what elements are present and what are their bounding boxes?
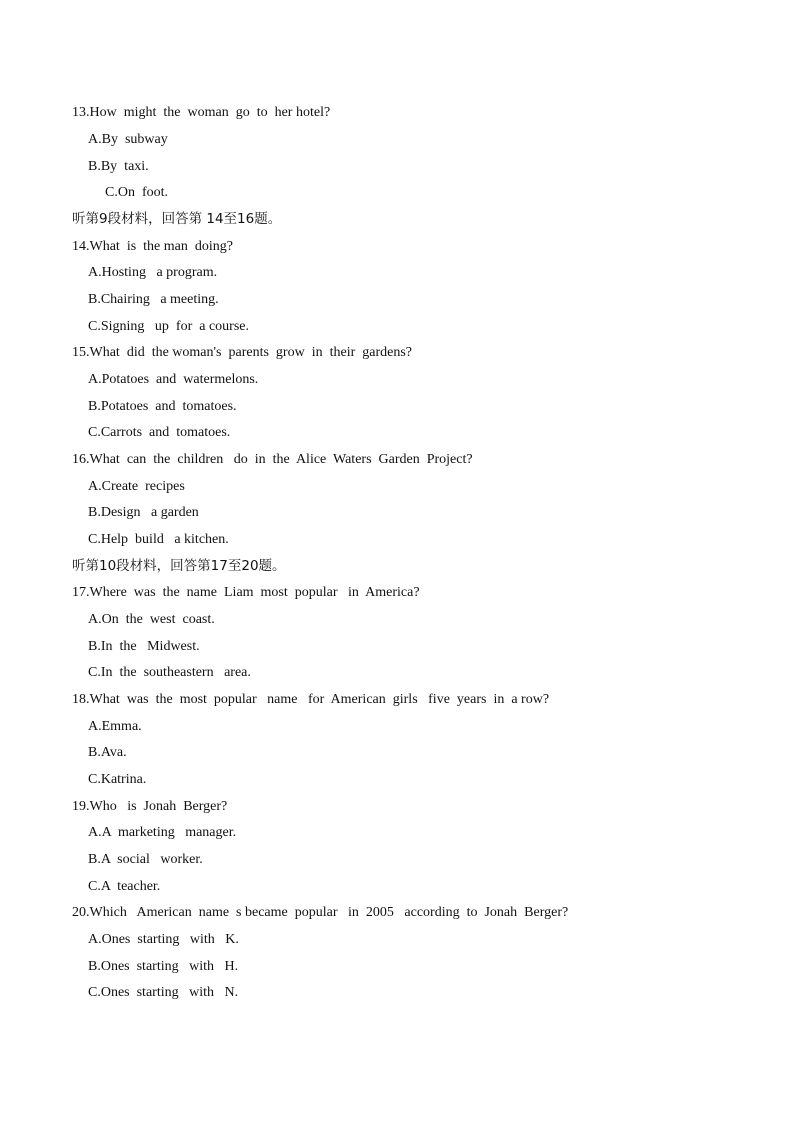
- option-14-a: A.Hosting a program.: [88, 265, 218, 280]
- question-14: 14.What is the man doing?: [72, 239, 233, 254]
- question-15: 15.What did the woman's parents grow in their gardens?: [72, 345, 412, 360]
- option-17-b: B.In the Midwest.: [88, 639, 200, 654]
- section-heading-9: 听第9段材料，回答第 14至16题。: [72, 211, 282, 227]
- option-15-a: A.Potatoes and watermelons.: [88, 372, 259, 387]
- option-13-b: B.By taxi.: [88, 159, 149, 174]
- option-19-c: C.A teacher.: [88, 879, 161, 894]
- option-13-a: A.By subway: [88, 132, 168, 147]
- option-17-c: C.In the southeastern area.: [88, 665, 251, 680]
- option-19-b: B.A social worker.: [88, 852, 203, 867]
- option-16-b: B.Design a garden: [88, 505, 199, 520]
- question-19: 19.Who is Jonah Berger?: [72, 799, 228, 814]
- option-13-c: C.On foot.: [105, 185, 168, 200]
- option-14-c: C.Signing up for a course.: [88, 319, 249, 334]
- option-20-c: C.Ones starting with N.: [88, 985, 239, 1000]
- option-14-b: B.Chairing a meeting.: [88, 292, 219, 307]
- option-15-b: B.Potatoes and tomatoes.: [88, 399, 237, 414]
- option-20-b: B.Ones starting with H.: [88, 959, 239, 974]
- question-18: 18.What was the most popular name for American girls five years in a row?: [72, 692, 550, 707]
- option-18-b: B.Ava.: [88, 745, 127, 760]
- question-16: 16.What can the children do in the Alice Waters Garden Project?: [72, 452, 473, 467]
- option-19-a: A.A marketing manager.: [88, 825, 237, 840]
- option-18-a: A.Emma.: [88, 719, 142, 734]
- option-15-c: C.Carrots and tomatoes.: [88, 425, 231, 440]
- option-17-a: A.On the west coast.: [88, 612, 215, 627]
- option-16-a: A.Create recipes: [88, 479, 185, 494]
- question-17: 17.Where was the name Liam most popular in America?: [72, 585, 420, 600]
- question-13: 13.How might the woman go to her hotel?: [72, 105, 331, 120]
- question-20: 20.Which American name s became popular in 2005 according to Jonah Berger?: [72, 905, 569, 920]
- option-18-c: C.Katrina.: [88, 772, 147, 787]
- option-16-c: C.Help build a kitchen.: [88, 532, 229, 547]
- option-20-a: A.Ones starting with K.: [88, 932, 239, 947]
- section-heading-10: 听第10段材料，回答第17至20题。: [72, 558, 286, 574]
